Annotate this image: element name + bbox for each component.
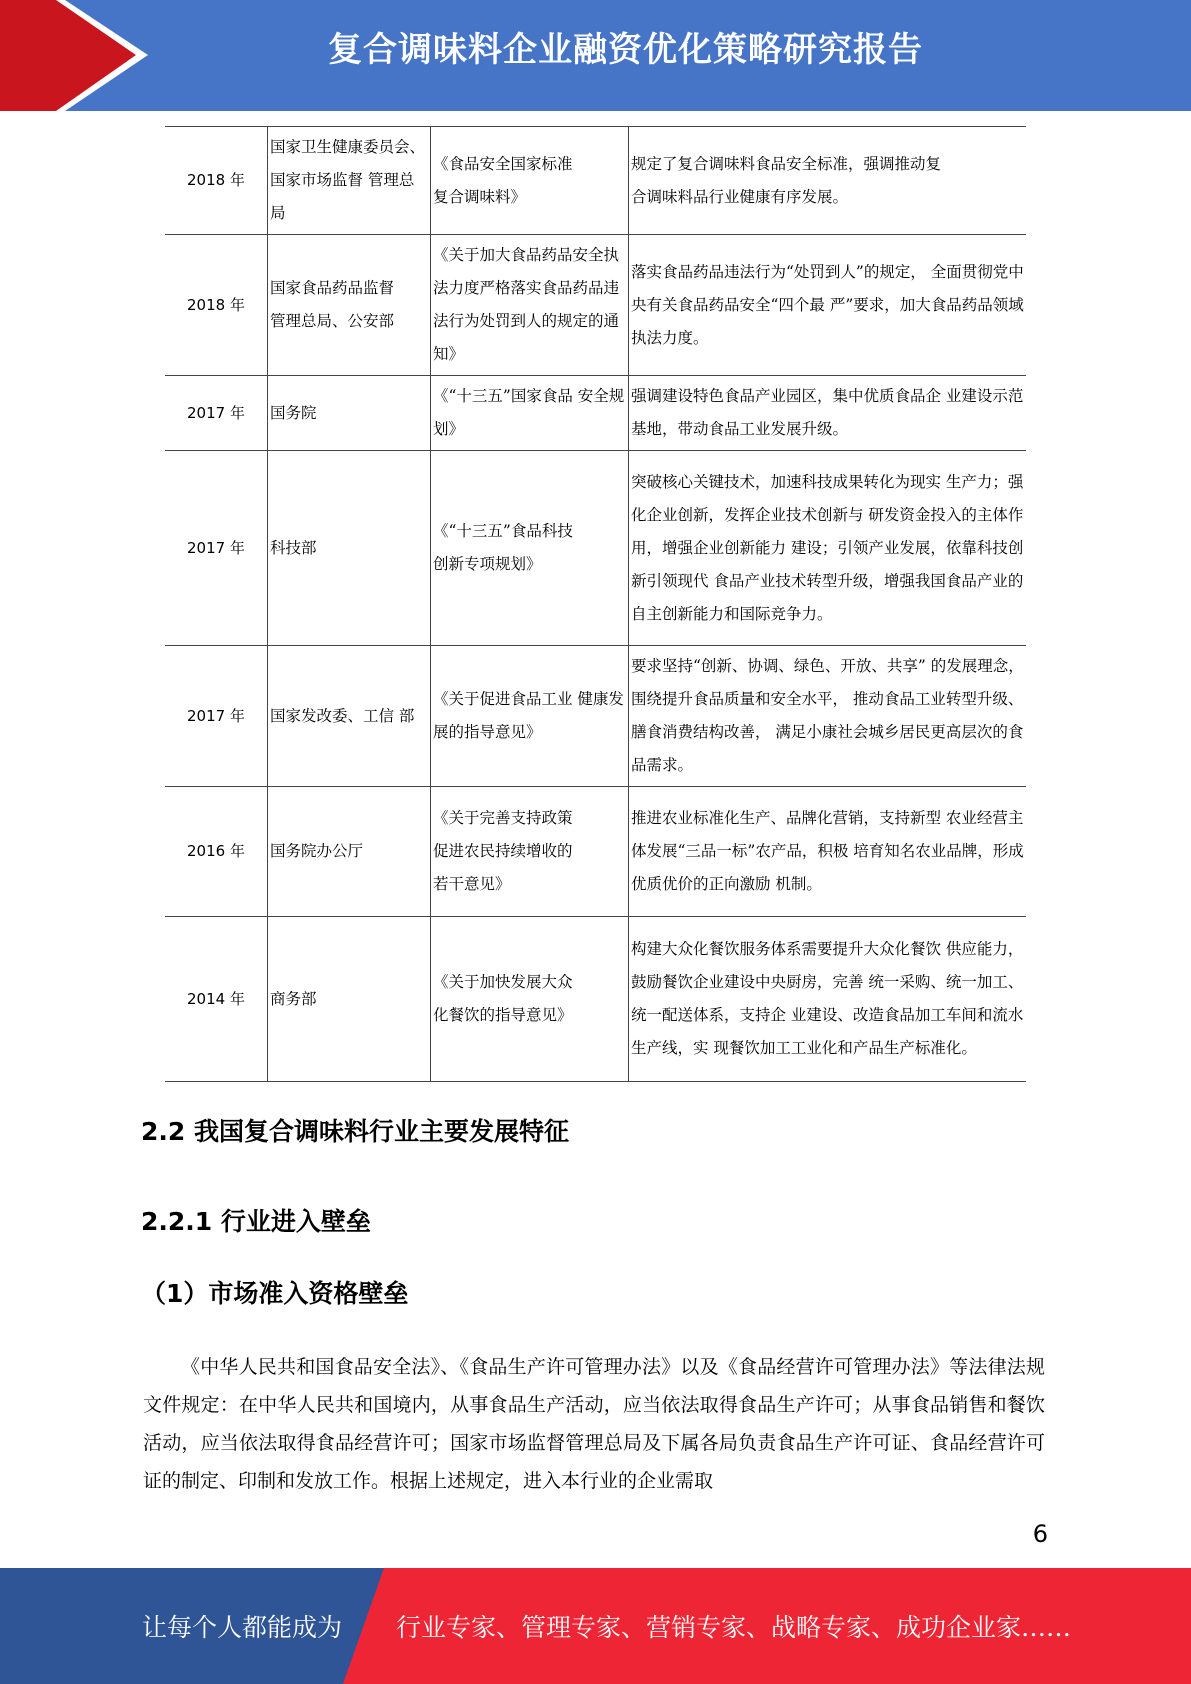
footer-slogan-left: 让每个人都能成为	[142, 1613, 343, 1642]
table-cell-document-text: 《“十三五”食品科技 创新专项规划》	[433, 522, 573, 573]
table-cell-description-text: 强调建设特色食品产业园区，集中优质食品企 业建设示范基地，带动食品工业发展升级。	[631, 387, 1024, 438]
section-heading-2-2: 2.2 我国复合调味料行业主要发展特征	[141, 1117, 569, 1146]
table-cell-description-text: 落实食品药品违法行为“处罚到人”的规定， 全面贯彻党中央有关食品药品安全“四个最 严”要求，加大食品药品领域执法力度。	[631, 262, 1024, 347]
table-cell-description	[629, 787, 1027, 917]
table-cell-department	[268, 646, 431, 787]
table-cell-description	[629, 917, 1027, 1082]
table-cell-department	[268, 787, 431, 917]
page-footer	[0, 1568, 1191, 1684]
table-cell-document-text: 《食品安全国家标准 复合调味料》	[433, 154, 573, 206]
table-cell-year	[165, 787, 268, 917]
footer-slogan-right: 行业专家、管理专家、营销专家、战略专家、成功企业家……	[396, 1613, 1072, 1642]
table-cell-description-text: 推进农业标准化生产、品牌化营销，支持新型 农业经营主体发展“三品一标”农产品，积极 培育知名农业品牌，形成优质优价的正向激励 机制。	[631, 809, 1024, 893]
table-row	[165, 646, 1026, 787]
table-row	[165, 917, 1026, 1082]
table-row	[165, 127, 1026, 235]
table-cell-document	[431, 235, 629, 376]
table-cell-document	[431, 646, 629, 787]
policy-table	[165, 126, 1026, 1082]
table-cell-document-text: 《关于加大食品药品安全执法力度严格落实食品药品违法行为处罚到人的规定的通知》	[433, 246, 620, 363]
table-cell-document-text: 《“十三五”国家食品 安全规划》	[433, 387, 625, 438]
table-row	[165, 376, 1026, 451]
section-heading-2-2-1: 2.2.1 行业进入壁垒	[141, 1207, 371, 1236]
table-cell-document	[431, 451, 629, 646]
page-header	[0, 0, 1191, 111]
table-cell-department-text: 科技部	[270, 538, 317, 557]
table-cell-year-text: 2016 年	[187, 842, 245, 860]
table-row	[165, 451, 1026, 646]
table-cell-description	[629, 646, 1027, 787]
table-cell-description	[629, 376, 1027, 451]
table-cell-department-text: 商务部	[270, 989, 317, 1008]
table-cell-document-text: 《关于完善支持政策 促进农民持续增收的 若干意见》	[433, 809, 573, 893]
table-cell-document	[431, 127, 629, 235]
table-cell-department-text: 国家发改委、工信 部	[270, 706, 415, 725]
table-cell-document	[431, 917, 629, 1082]
table-cell-description	[629, 127, 1027, 235]
table-cell-department-text: 国务院办公厅	[270, 842, 364, 860]
table-cell-year	[165, 127, 268, 235]
table-cell-description	[629, 235, 1027, 376]
table-cell-description	[629, 451, 1027, 646]
table-cell-document	[431, 787, 629, 917]
table-cell-description-text: 突破核心关键技术，加速科技成果转化为现实 生产力；强化企业创新，发挥企业技术创新与 研发资金投入的主体作用，增强企业创新能力 建设；引领产业发展，依靠科技创新引领现代 食品产业技术转型升级，增强我国食品产业的 自主创新能力和国际竞争力。	[631, 472, 1024, 623]
header-title: 复合调味料企业融资优化策略研究报告	[328, 30, 923, 70]
table-cell-year-text: 2017 年	[187, 403, 245, 422]
subsection-heading-1: （1）市场准入资格壁垒	[141, 1279, 409, 1308]
table-cell-year-text: 2018 年	[187, 171, 245, 189]
table-cell-department-text: 国家食品药品监督 管理总局、公安部	[270, 279, 395, 330]
table-cell-year	[165, 646, 268, 787]
body-paragraph: 《中华人民共和国食品安全法》、《食品生产许可管理办法》以及《食品经营许可管理办法》等法律法规文件规定：在中华人民共和国境内，从事食品生产活动，应当依法取得食品生产许可；从事食品销售和餐饮活动，应当依法取得食品经营许可；国家市场监督管理总局及下属各局负责食品生产许可证、食品经营许可证的制定、印制和发放工作。根据上述规定，进入本行业的企业需取	[143, 1356, 1045, 1492]
table-cell-description-text: 规定了复合调味料食品安全标准，强调推动复 合调味料品行业健康有序发展。	[631, 154, 942, 206]
table-cell-year	[165, 235, 268, 376]
table-cell-department	[268, 235, 431, 376]
table-cell-year-text: 2017 年	[187, 538, 245, 557]
table-cell-year	[165, 376, 268, 451]
table-cell-department-text: 国务院	[270, 403, 317, 422]
table-cell-department	[268, 917, 431, 1082]
table-row	[165, 235, 1026, 376]
table-cell-year-text: 2017 年	[187, 706, 245, 725]
table-cell-description-text: 要求坚持“创新、协调、绿色、开放、共享” 的发展理念，围绕提升食品质量和安全水平， 推动食品工业转型升级、膳食消费结构改善， 满足小康社会城乡居民更高层次的食品需求。	[631, 657, 1024, 774]
table-cell-department	[268, 376, 431, 451]
table-cell-department	[268, 127, 431, 235]
table-cell-document-text: 《关于促进食品工业 健康发展的指导意见》	[433, 690, 624, 741]
table-cell-year-text: 2018 年	[187, 295, 245, 314]
table-cell-year	[165, 917, 268, 1082]
page-number: 6	[1032, 1520, 1048, 1548]
table-cell-year	[165, 451, 268, 646]
table-cell-department-text: 国家卫生健康委员会、国家市场监督 管理总局	[270, 138, 426, 222]
table-row	[165, 787, 1026, 917]
table-cell-description-text: 构建大众化餐饮服务体系需要提升大众化餐饮 供应能力，鼓励餐饮企业建设中央厨房，完善 统一采购、统一加工、统一配送体系，支持企 业建设、改造食品加工车间和流水生产线，实 现餐饮加工工业化和产品生产标准化。	[631, 940, 1024, 1057]
table-cell-document	[431, 376, 629, 451]
table-cell-document-text: 《关于加快发展大众 化餐饮的指导意见》	[433, 973, 573, 1024]
table-cell-year-text: 2014 年	[187, 989, 245, 1008]
table-cell-department	[268, 451, 431, 646]
